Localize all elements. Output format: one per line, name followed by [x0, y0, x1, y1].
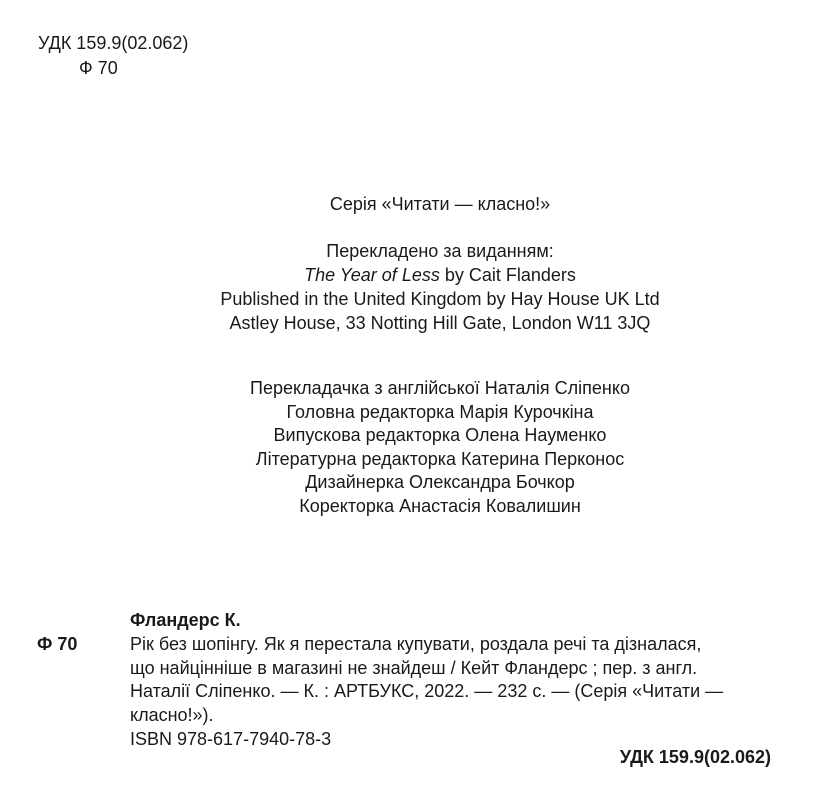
catalog-entry-isbn: ISBN 978-617-7940-78-3	[130, 728, 332, 749]
author-code-top: Ф 70	[79, 58, 118, 78]
publisher-address: Astley House, 33 Notting Hill Gate, London W11 3JQ	[229, 313, 651, 333]
catalog-entry-description	[130, 633, 723, 752]
original-publisher: Published in the United Kingdom by Hay House UK Ltd	[220, 289, 660, 309]
credit-chief-editor: Головна редакторка Марія Курочкіна	[286, 401, 594, 422]
credit-designer: Дизайнерка Олександра Бочкор	[305, 472, 575, 492]
credit-translator: Перекладачка з англійської Наталія Сліпенко	[250, 378, 630, 398]
original-title: The Year of Less	[304, 265, 440, 285]
translated-from-label: Перекладено за виданням:	[326, 241, 554, 261]
udk-classification-top: УДК 159.9(02.062)	[38, 33, 189, 53]
catalog-entry-author: Фландерс К.	[130, 610, 241, 630]
original-title-line	[0, 263, 823, 287]
catalog-entry-line: Рік без шопінгу. Як я перестала купувати, роздала речі та дізналася,	[130, 634, 702, 654]
series-title	[0, 192, 823, 216]
series-line: Серія «Читати — класно!»	[329, 194, 551, 214]
credit-literary-editor: Літературна редакторка Катерина Перконос	[255, 448, 625, 469]
catalog-entry-code: Ф 70	[37, 634, 78, 654]
credits-block	[0, 377, 823, 518]
udk-classification-bottom: УДК 159.9(02.062)	[619, 747, 771, 767]
credit-managing-editor: Випускова редакторка Олена Науменко	[273, 425, 607, 445]
translated-from-block	[0, 239, 823, 335]
catalog-entry-line: класно!»).	[130, 705, 214, 726]
original-author: by Cait Flanders	[439, 265, 576, 285]
credit-proofreader: Коректорка Анастасія Ковалишин	[299, 495, 581, 516]
catalog-entry-line: Наталії Сліпенко. — К. : АРТБУКС, 2022. — 232 с. — (Серія «Читати —	[130, 681, 724, 702]
catalog-entry-line: що найцінніше в магазині не знайдеш / Кейт Фландерс ; пер. з англ.	[130, 657, 698, 678]
